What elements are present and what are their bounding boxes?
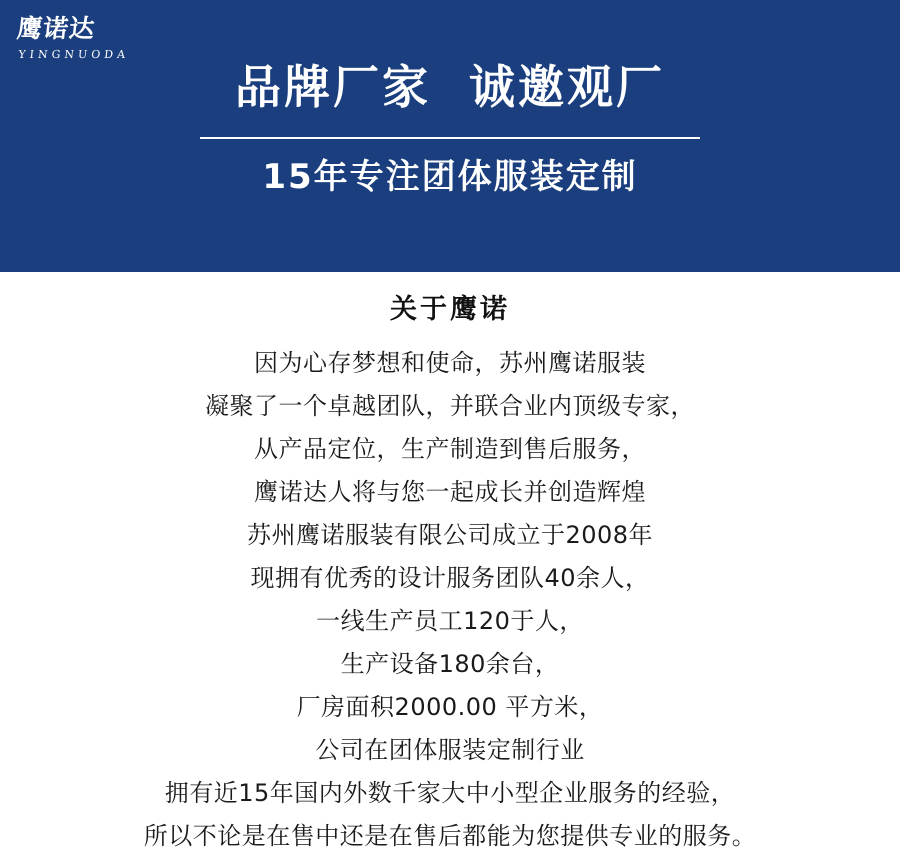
about-section bbox=[0, 272, 900, 858]
about-line: 生产设备180余台， bbox=[340, 650, 560, 679]
about-line: 拥有近15年国内外数千家大中小型企业服务的经验， bbox=[164, 779, 736, 808]
about-line: 从产品定位，生产制造到售后服务， bbox=[254, 435, 646, 464]
about-line: 凝聚了一个卓越团队，并联合业内顶级专家， bbox=[205, 392, 695, 421]
about-line: 公司在团体服装定制行业 bbox=[315, 736, 585, 765]
about-heading: 关于鹰诺 bbox=[390, 294, 510, 325]
banner-title: 品牌厂家 诚邀观厂 bbox=[234, 60, 666, 114]
about-line: 厂房面积2000.00 平方米， bbox=[296, 693, 604, 722]
banner-content bbox=[0, 0, 900, 196]
about-body bbox=[0, 342, 900, 858]
banner-divider bbox=[200, 137, 700, 139]
brand-logo-text: 鹰诺达 bbox=[15, 14, 97, 43]
about-line: 因为心存梦想和使命，苏州鹰诺服装 bbox=[254, 349, 646, 378]
about-line: 苏州鹰诺服装有限公司成立于2008年 bbox=[246, 521, 654, 550]
about-line: 一线生产员工120于人， bbox=[316, 607, 584, 636]
brand-logo-subtext: YINGNUODA bbox=[17, 48, 130, 61]
about-line: 现拥有优秀的设计服务团队40余人， bbox=[250, 564, 650, 593]
about-line: 鹰诺达人将与您一起成长并创造辉煌 bbox=[254, 478, 646, 507]
banner-subtitle: 15年专注团体服装定制 bbox=[262, 156, 638, 197]
about-line: 所以不论是在售中还是在售后都能为您提供专业的服务。 bbox=[143, 822, 757, 851]
header-banner bbox=[0, 0, 900, 272]
